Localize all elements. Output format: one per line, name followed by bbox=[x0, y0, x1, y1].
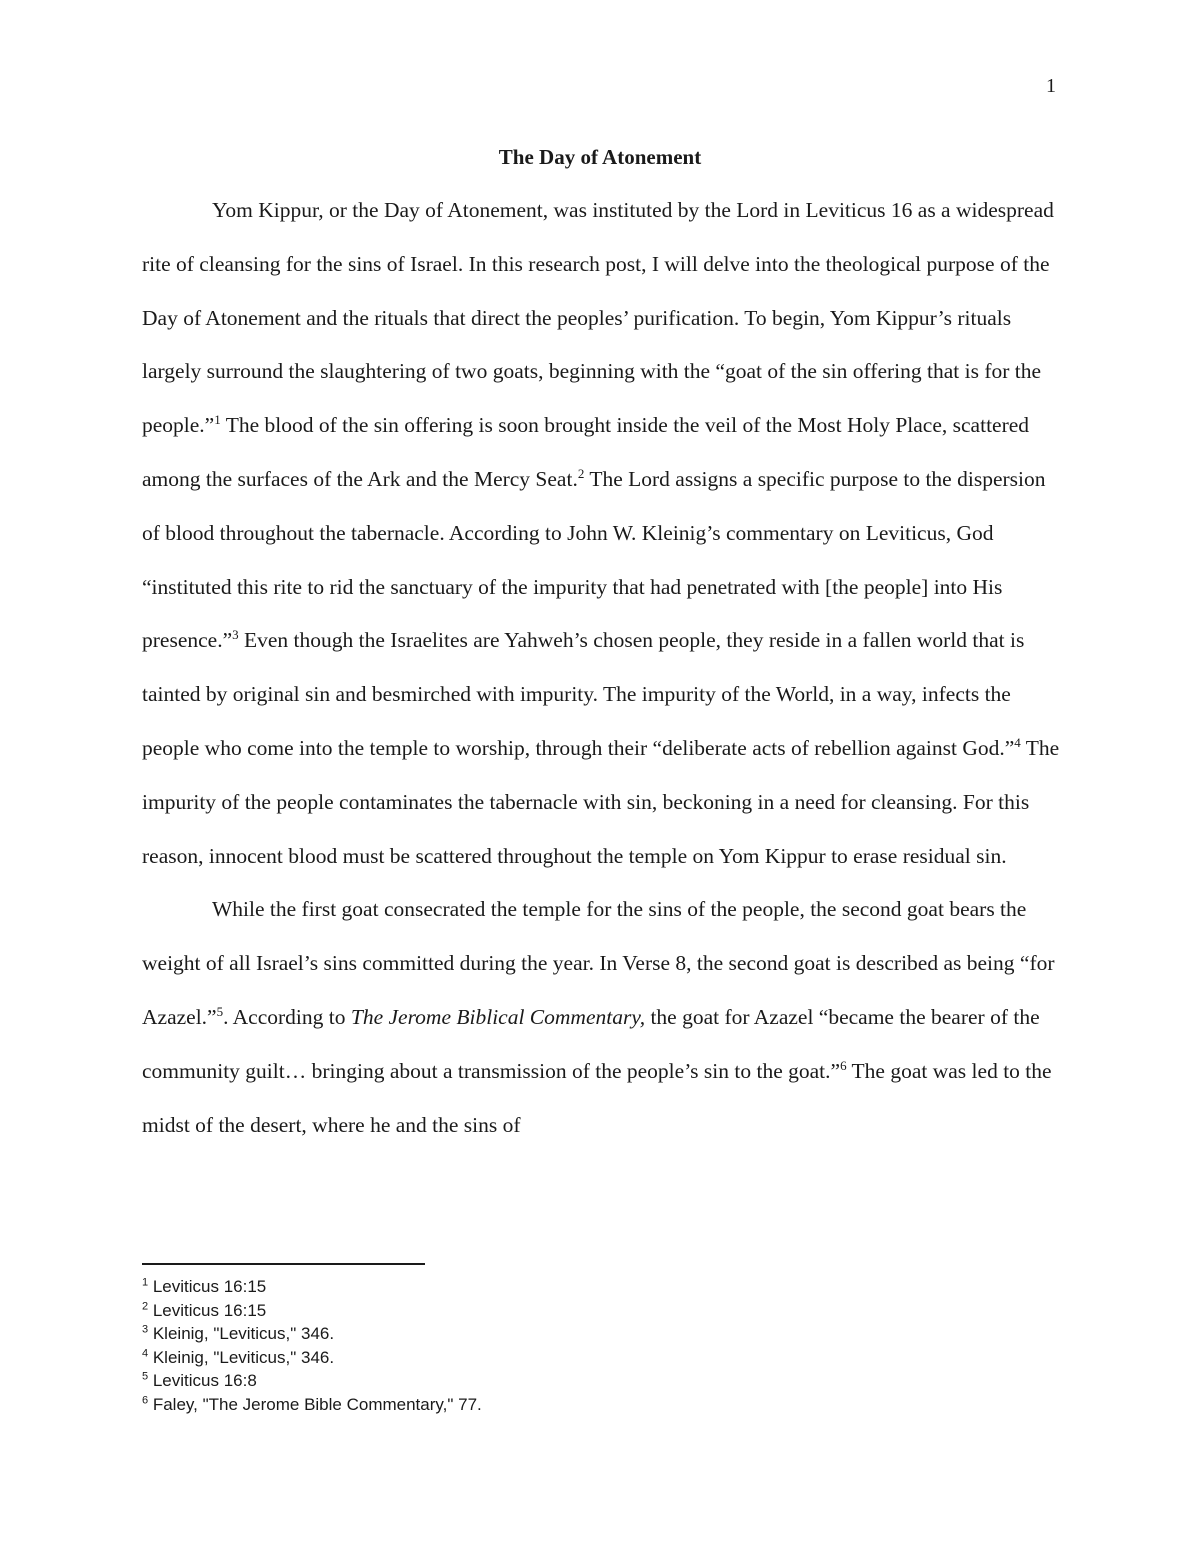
footnote-item bbox=[142, 1393, 1042, 1417]
paragraph-1-text-b: The blood of the sin offering is soon brought inside the veil of the Most Holy Place, scattered among the surfaces of the Ark and the Mercy Seat. bbox=[142, 413, 1030, 491]
footnote-item bbox=[142, 1275, 1042, 1299]
footnote-ref-6: 6 bbox=[840, 1057, 847, 1073]
footnote-item bbox=[142, 1299, 1042, 1323]
footnote-text: Kleinig, "Leviticus," 346. bbox=[148, 1324, 335, 1343]
footnote-item bbox=[142, 1369, 1042, 1393]
footnote-number: 4 bbox=[142, 1346, 149, 1359]
document-body bbox=[142, 184, 1062, 1152]
footnote-ref-3: 3 bbox=[232, 627, 239, 643]
footnote-item bbox=[142, 1346, 1042, 1370]
footnote-number: 2 bbox=[142, 1299, 149, 1312]
book-title-italic: The Jerome Biblical Commentary, bbox=[350, 1004, 646, 1029]
footnote-number: 5 bbox=[142, 1370, 149, 1383]
footnote-ref-2: 2 bbox=[577, 465, 585, 481]
footnote-text: Leviticus 16:15 bbox=[148, 1300, 267, 1320]
paragraph-1 bbox=[142, 184, 1062, 883]
footnote-item bbox=[142, 1322, 1042, 1346]
paragraph-2-text-a: While the first goat consecrated the temple for the sins of the people, the second goat bears the weight of all Israel’s sins committed during the year. In Verse 8, the second goat is described as being “for Azazel.” bbox=[142, 897, 1055, 1029]
footnote-number: 1 bbox=[142, 1276, 149, 1289]
footnote-text: Faley, "The Jerome Bible Commentary," 77. bbox=[148, 1394, 482, 1414]
footnote-ref-1: 1 bbox=[214, 412, 221, 428]
paragraph-1-text-e: The impurity of the people contaminates the tabernacle with sin, beckoning in a need for cleansing. For this reason, innocent blood must be scattered throughout the temple on Yom Kippur to erase residual sin. bbox=[142, 735, 1060, 868]
document-title: The Day of Atonement bbox=[498, 145, 702, 169]
paragraph-2 bbox=[142, 883, 1062, 1152]
footnote-number: 3 bbox=[142, 1323, 149, 1336]
footnote-text: Leviticus 16:8 bbox=[148, 1371, 257, 1390]
paragraph-1-text-d: Even though the Israelites are Yahweh’s chosen people, they reside in a fallen world that is tainted by original sin and besmirched with impurity. The impurity of the World, in a way, infects the people who come into the temple to worship, through their “deliberate acts of rebellion against God.” bbox=[142, 628, 1025, 760]
footnote-ref-5: 5 bbox=[216, 1003, 224, 1019]
footnote-ref-4: 4 bbox=[1014, 734, 1021, 750]
paragraph-2-text-d: The goat was led to the midst of the desert, where he and the sins of bbox=[142, 1058, 1052, 1137]
paragraph-2-text-b: . According to bbox=[223, 1004, 351, 1029]
footnote-number: 6 bbox=[142, 1393, 149, 1406]
footnote-text: Leviticus 16:15 bbox=[148, 1277, 267, 1296]
footnote-separator bbox=[142, 1263, 425, 1265]
footnotes bbox=[142, 1275, 1042, 1416]
paragraph-1-text-a: Yom Kippur, or the Day of Atonement, was instituted by the Lord in Leviticus 16 as a widespread rite of cleansing for the sins of Israel. In this research post, I will delve into the theological purpose of the Day of Atonement and the rituals that direct the peoples’ purification. To begin, Yom Kippur’s rituals largely surround the slaughtering of two goats, beginning with the “goat of the sin offering that is for the people.” bbox=[142, 198, 1054, 438]
footnote-text: Kleinig, "Leviticus," 346. bbox=[148, 1347, 335, 1367]
paragraph-2-text-c: the goat for Azazel “became the bearer of the community guilt… bringing about a transmission of the people’s sin to the goat.” bbox=[142, 1004, 1040, 1083]
paragraph-1-text-c: The Lord assigns a specific purpose to the dispersion of blood throughout the tabernacle. According to John W. Kleinig’s commentary on Leviticus, God “instituted this rite to rid the sanctuary of the impurity that had penetrated with [the people] into His presence.” bbox=[142, 466, 1046, 653]
page-number: 1 bbox=[1046, 75, 1056, 97]
